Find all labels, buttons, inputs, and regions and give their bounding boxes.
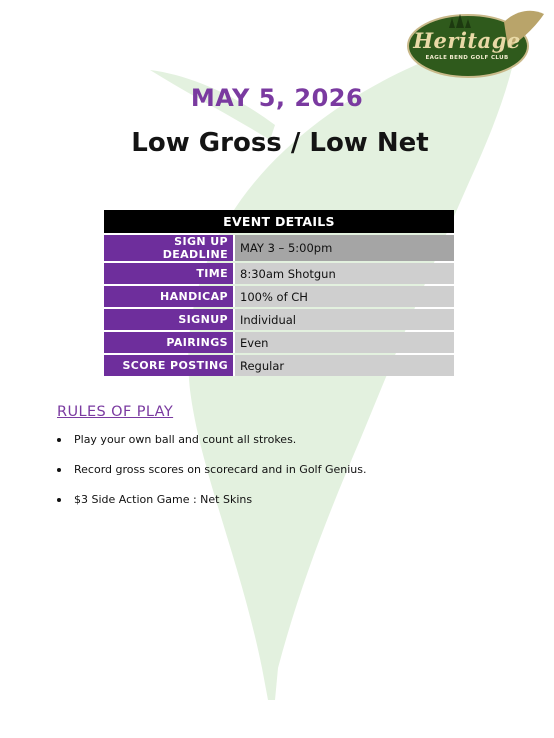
event-details-header: EVENT DETAILS bbox=[104, 210, 454, 233]
bullet-icon bbox=[57, 468, 61, 472]
details-row-handicap bbox=[104, 286, 454, 307]
logo-wordmark: Heritage bbox=[413, 28, 521, 53]
rule-item bbox=[57, 432, 367, 462]
details-row-pairings bbox=[104, 332, 454, 353]
event-title: Low Gross / Low Net bbox=[131, 128, 429, 158]
details-value: MAY 3 – 5:00pm bbox=[233, 235, 454, 261]
details-label: PAIRINGS bbox=[104, 332, 233, 353]
details-label: SIGNUP bbox=[104, 309, 233, 330]
details-label: HANDICAP bbox=[104, 286, 233, 307]
details-row-signup bbox=[104, 309, 454, 330]
details-row-time bbox=[104, 263, 454, 284]
rule-text: Record gross scores on scorecard and in Golf Genius. bbox=[74, 463, 367, 476]
rule-text: Play your own ball and count all strokes. bbox=[74, 433, 297, 446]
bullet-icon bbox=[57, 498, 61, 502]
rule-item bbox=[57, 462, 367, 492]
details-value: Even bbox=[233, 332, 454, 353]
details-value: Regular bbox=[233, 355, 454, 376]
rule-text: $3 Side Action Game : Net Skins bbox=[74, 493, 253, 506]
details-value: Individual bbox=[233, 309, 454, 330]
details-label: TIME bbox=[104, 263, 233, 284]
details-label: SCORE POSTING bbox=[104, 355, 233, 376]
rule-item bbox=[57, 492, 367, 522]
rules-list bbox=[57, 432, 367, 522]
details-label: SIGN UP DEADLINE bbox=[104, 235, 233, 261]
logo-tagline: EAGLE BEND GOLF CLUB bbox=[425, 55, 509, 61]
details-row-score-posting bbox=[104, 355, 454, 376]
details-value: 100% of CH bbox=[233, 286, 454, 307]
event-date: MAY 5, 2026 bbox=[190, 84, 364, 112]
event-details-table bbox=[104, 208, 454, 378]
details-value: 8:30am Shotgun bbox=[233, 263, 454, 284]
rules-heading: RULES OF PLAY bbox=[57, 404, 174, 420]
bullet-icon bbox=[57, 438, 61, 442]
details-row-signup-deadline bbox=[104, 235, 454, 261]
